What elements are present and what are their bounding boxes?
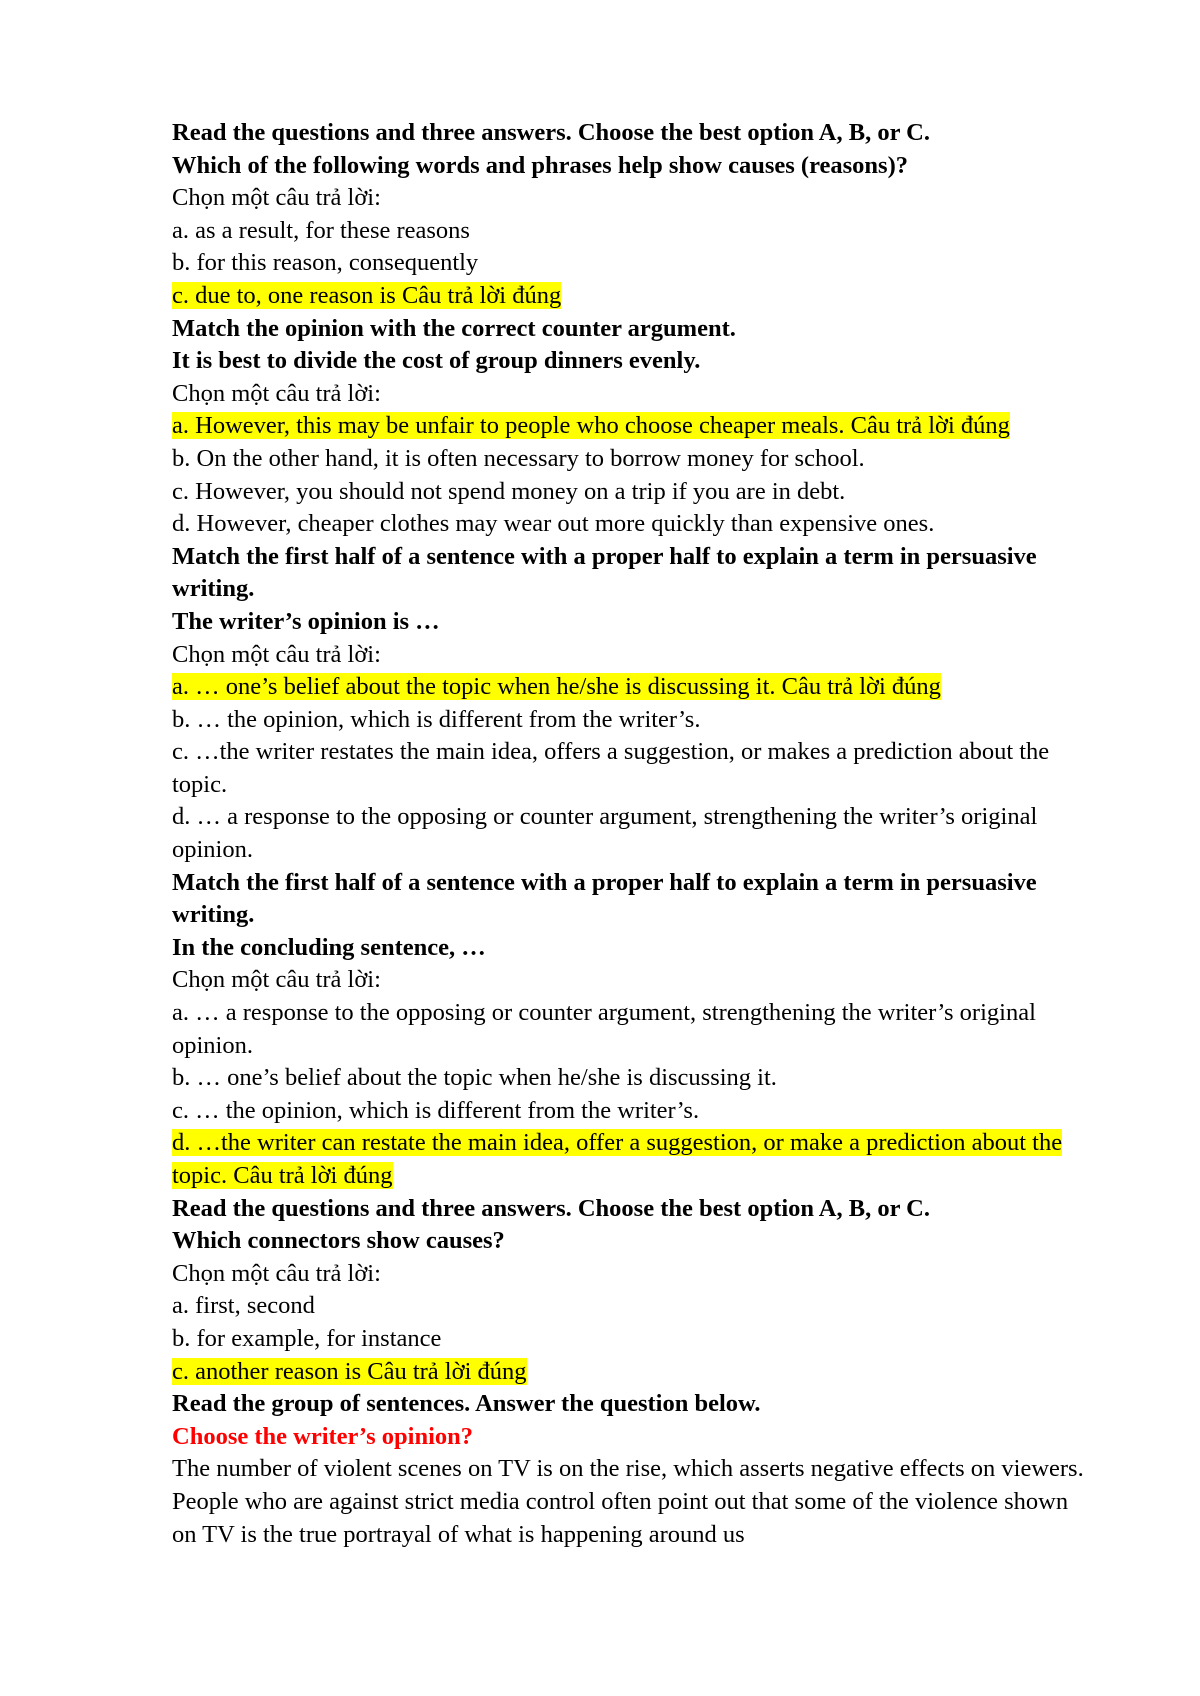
- q4-question: In the concluding sentence, …: [172, 933, 486, 961]
- q5-option-c-correct: c. another reason is Câu trả lời đúng: [172, 1357, 527, 1385]
- q4-option-d-correct: d. …the writer can restate the main idea, offer a suggestion, or make a prediction about the topic. Câu trả lời đúng: [172, 1129, 1063, 1189]
- q2-option-d: d. However, cheaper clothes may wear out more quickly than expensive ones.: [172, 510, 935, 538]
- q4-option-b: b. … one’s belief about the topic when he/she is discussing it.: [172, 1064, 777, 1092]
- q6-question: Choose the writer’s opinion?: [172, 1422, 474, 1450]
- q4-option-c: c. … the opinion, which is different from the writer’s.: [172, 1096, 700, 1124]
- q1-option-c-correct: c. due to, one reason is Câu trả lời đúng: [172, 281, 562, 309]
- q3-option-b: b. … the opinion, which is different from the writer’s.: [172, 705, 701, 733]
- q5-option-b: b. for example, for instance: [172, 1324, 442, 1352]
- q1-option-a: a. as a result, for these reasons: [172, 216, 470, 244]
- q3-option-c: c. …the writer restates the main idea, offers a suggestion, or makes a prediction about the topic.: [172, 738, 1050, 798]
- q1-prompt: Chọn một câu trả lời:: [172, 184, 381, 212]
- q2-question: It is best to divide the cost of group dinners evenly.: [172, 347, 701, 375]
- q4-option-a: a. … a response to the opposing or counter argument, strengthening the writer’s original opinion.: [172, 999, 1036, 1059]
- q5-option-a: a. first, second: [172, 1292, 315, 1320]
- document-page: [172, 117, 1112, 1551]
- q5-instruction: Read the questions and three answers. Choose the best option A, B, or C.: [172, 1194, 930, 1222]
- q1-option-b: b. for this reason, consequently: [172, 249, 479, 277]
- q3-question: The writer’s opinion is …: [172, 607, 440, 635]
- q4-prompt: Chọn một câu trả lời:: [172, 966, 381, 994]
- q6-passage: The number of violent scenes on TV is on the rise, which asserts negative effects on viewers. People who are against strict media control often point out that some of the violence shown on TV is the true portrayal of what is happening around us: [172, 1455, 1084, 1548]
- q2-option-c: c. However, you should not spend money on a trip if you are in debt.: [172, 477, 846, 505]
- q4-instruction: Match the first half of a sentence with a proper half to explain a term in persuasive writing.: [172, 868, 1037, 929]
- q2-prompt: Chọn một câu trả lời:: [172, 379, 381, 407]
- q6-instruction: Read the group of sentences. Answer the question below.: [172, 1390, 761, 1418]
- q1-instruction: Read the questions and three answers. Choose the best option A, B, or C.: [172, 119, 930, 146]
- q3-option-d: d. … a response to the opposing or counter argument, strengthening the writer’s original opinion.: [172, 803, 1038, 864]
- q5-question: Which connectors show causes?: [172, 1227, 505, 1255]
- q3-prompt: Chọn một câu trả lời:: [172, 640, 381, 668]
- q5-prompt: Chọn một câu trả lời:: [172, 1259, 381, 1287]
- q1-question: Which of the following words and phrases help show causes (reasons)?: [172, 151, 908, 179]
- q2-option-a-correct: a. However, this may be unfair to people who choose cheaper meals. Câu trả lời đúng: [172, 412, 1010, 440]
- q3-instruction: Match the first half of a sentence with a proper half to explain a term in persuasive writing.: [172, 542, 1037, 603]
- q3-option-a-correct: a. … one’s belief about the topic when he/she is discussing it. Câu trả lời đúng: [172, 673, 941, 701]
- q2-option-b: b. On the other hand, it is often necessary to borrow money for school.: [172, 444, 865, 472]
- q2-instruction: Match the opinion with the correct counter argument.: [172, 314, 736, 342]
